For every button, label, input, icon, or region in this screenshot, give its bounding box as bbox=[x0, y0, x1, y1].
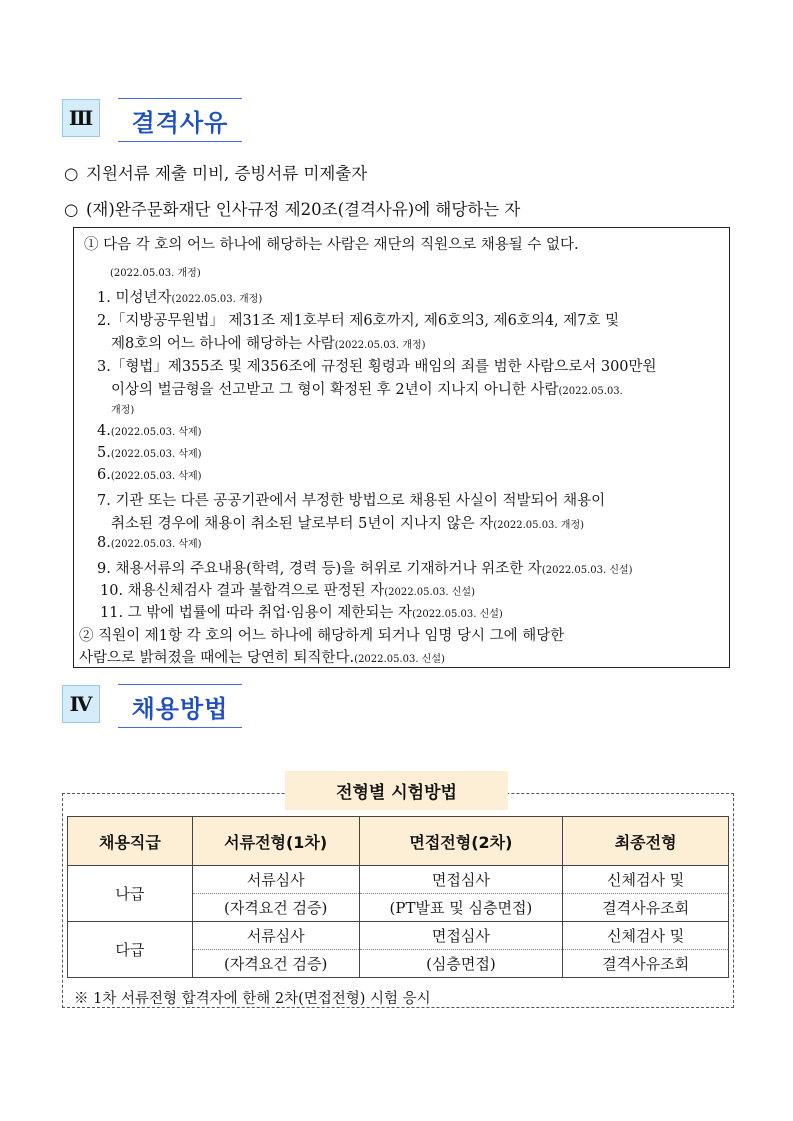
grade-cell: 나급 bbox=[68, 866, 193, 922]
table-cell: 신체검사 및 bbox=[563, 866, 729, 894]
section-4-header bbox=[62, 684, 252, 728]
table-cell: 서류심사 bbox=[192, 922, 359, 950]
section-4-title: 채용방법 bbox=[118, 684, 242, 728]
regulation-item: 1. 미성년자(2022.05.03. 개정) bbox=[97, 290, 263, 306]
regulation-item: 7. 기관 또는 다른 공공기관에서 부정한 방법으로 채용된 사실이 적발되어 채용이 bbox=[97, 493, 606, 509]
regulation-item: 이상의 벌금형을 선고받고 그 형이 확정된 후 2년이 지나지 아니한 사람(2022.05.03. bbox=[111, 382, 623, 398]
table-cell: 신체검사 및 bbox=[563, 922, 729, 950]
regulation-paragraph-2-line-2: 사람으로 밝혀졌을 때에는 당연히 퇴직한다.(2022.05.03. 신설) bbox=[79, 650, 445, 666]
table-cell: 면접심사 bbox=[359, 922, 563, 950]
regulation-box bbox=[73, 227, 730, 668]
bullet-marker: ○ bbox=[64, 200, 79, 219]
section-3-header bbox=[62, 98, 252, 142]
bullet-item bbox=[64, 196, 520, 220]
column-header: 채용직급 bbox=[68, 817, 193, 866]
column-header: 서류전형(1차) bbox=[192, 817, 359, 866]
table-cell: 결격사유조회 bbox=[563, 894, 729, 922]
table-cell: (자격요건 검증) bbox=[192, 894, 359, 922]
section-3-title: 결격사유 bbox=[118, 98, 242, 142]
regulation-item: 2.「지방공무원법」 제31조 제1호부터 제6호까지, 제6호의3, 제6호의4, 제7호 및 bbox=[97, 313, 620, 329]
exam-table-caption: 전형별 시험방법 bbox=[285, 771, 508, 810]
regulation-item: 5.(2022.05.03. 삭제) bbox=[97, 445, 202, 461]
table-header-row bbox=[68, 817, 729, 866]
column-header: 면접전형(2차) bbox=[359, 817, 563, 866]
exam-method-table bbox=[67, 816, 729, 978]
regulation-paragraph-1: ① 다음 각 호의 어느 하나에 해당하는 사람은 재단의 직원으로 채용될 수 없다. bbox=[84, 237, 579, 253]
bullet-item bbox=[64, 160, 367, 184]
regulation-item: 11. 그 밖에 법률에 따라 취업·임용이 제한되는 자(2022.05.03. 신설) bbox=[100, 605, 503, 621]
regulation-item: 6.(2022.05.03. 삭제) bbox=[97, 467, 202, 483]
exam-table-footnote: ※ 1차 서류전형 합격자에 한해 2차(면접전형) 시험 응시 bbox=[74, 991, 431, 1007]
section-3-numeral: Ⅲ bbox=[62, 99, 100, 137]
regulation-item: 개정) bbox=[111, 405, 135, 416]
table-row bbox=[68, 922, 729, 950]
regulation-item: 취소된 경우에 채용이 취소된 날로부터 5년이 지나지 않은 자(2022.05.03. 개정) bbox=[111, 516, 585, 532]
regulation-item: 8.(2022.05.03. 삭제) bbox=[97, 535, 202, 551]
table-cell: (자격요건 검증) bbox=[192, 950, 359, 978]
regulation-item: 4.(2022.05.03. 삭제) bbox=[97, 423, 202, 439]
column-header: 최종전형 bbox=[563, 817, 729, 866]
regulation-paragraph-2-line-1: ② 직원이 제1항 각 호의 어느 하나에 해당하게 되거나 임명 당시 그에 해당한 bbox=[79, 628, 565, 644]
grade-cell: 다급 bbox=[68, 922, 193, 978]
bullet-text: 지원서류 제출 미비, 증빙서류 미제출자 bbox=[86, 164, 368, 183]
regulation-item: 9. 채용서류의 주요내용(학력, 경력 등)을 허위로 기재하거나 위조한 자(2022.05.03. 신설) bbox=[97, 561, 633, 577]
regulation-item: 10. 채용신체검사 결과 불합격으로 판정된 자(2022.05.03. 신설) bbox=[100, 583, 475, 599]
bullet-text: (재)완주문화재단 인사규정 제20조(결격사유)에 해당하는 자 bbox=[86, 200, 521, 219]
table-cell: 결격사유조회 bbox=[563, 950, 729, 978]
bullet-marker: ○ bbox=[64, 164, 79, 183]
table-cell: 서류심사 bbox=[192, 866, 359, 894]
regulation-paragraph-1-note: (2022.05.03. 개정) bbox=[110, 268, 201, 279]
table-cell: (심층면접) bbox=[359, 950, 563, 978]
table-cell: 면접심사 bbox=[359, 866, 563, 894]
regulation-item: 3.「형법」제355조 및 제356조에 규정된 횡령과 배임의 죄를 범한 사람으로서 300만원 bbox=[97, 359, 657, 375]
regulation-item: 제8호의 어느 하나에 해당하는 사람(2022.05.03. 개정) bbox=[111, 336, 426, 352]
table-cell: (PT발표 및 심층면접) bbox=[359, 894, 563, 922]
table-row bbox=[68, 866, 729, 894]
section-4-numeral: Ⅳ bbox=[62, 685, 100, 723]
